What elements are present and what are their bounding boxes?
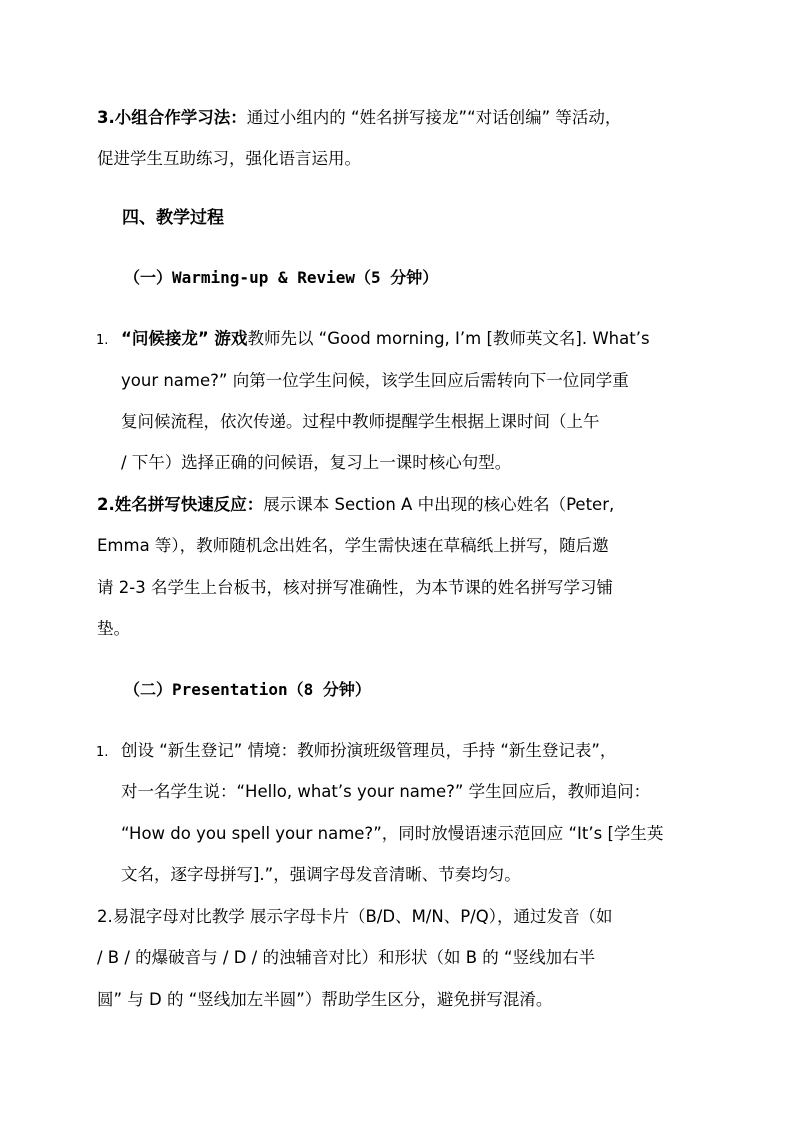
- section3-line2: 促进学生互助练习，强化语言运用。: [97, 149, 361, 168]
- section4-heading: 四、教学过程: [122, 208, 224, 228]
- part2-item1-number: 1.: [96, 745, 109, 760]
- part2-item1-line3: “How do you spell your name?”，同时放慢语速示范回应 “It’s [学生英: [121, 824, 664, 843]
- part1-item1-line4: / 下午）选择正确的问候语，复习上一课时核心句型。: [121, 453, 512, 472]
- part1-item2-line4: 垫。: [97, 619, 130, 638]
- part2-item2-line3: 圆” 与 D 的 “竖线加左半圆”）帮助学生区分，避免拼写混淆。: [97, 990, 553, 1009]
- section3-line1: [97, 107, 621, 129]
- part2-item1-line2: 对一名学生说：“Hello, what’s your name?” 学生回应后，教师追问：: [121, 782, 651, 801]
- part1-item1-label: “问候接龙” 游戏: [121, 329, 248, 348]
- part1-title: （一）Warming-up & Review（5 分钟）: [124, 268, 439, 287]
- part1-item2-line3: 请 2-3 名学生上台板书，核对拼写准确性，为本节课的姓名拼写学习铺: [97, 578, 613, 597]
- part1-item2-line1-text: 展示课本 Section A 中出现的核心姓名（Peter,: [263, 495, 615, 514]
- part1-item2-line2: Emma 等），教师随机念出姓名，学生需快速在草稿纸上拼写，随后邀: [97, 536, 609, 555]
- part1-item1-number: 1.: [96, 333, 109, 348]
- part2-title: （二）Presentation（8 分钟）: [124, 680, 371, 699]
- part2-item2-line1: 2.易混字母对比教学 展示字母卡片（B/D、M/N、P/Q），通过发音（如: [97, 907, 613, 926]
- section3-label: 3.小组合作学习法：: [97, 108, 247, 127]
- section3-line1-text: 通过小组内的 “姓名拼写接龙”“对话创编” 等活动，: [246, 108, 622, 127]
- part2-item1-line1: 创设 “新生登记” 情境：教师扮演班级管理员，手持 “新生登记表”，: [121, 741, 617, 760]
- part2-item2-line2: / B / 的爆破音与 / D / 的浊辅音对比）和形状（如 B 的 “竖线加右半: [97, 948, 596, 967]
- part2-item1-line4: 文名，逐字母拼写].”，强调字母发音清晰、节奏均匀。: [121, 865, 521, 884]
- part1-item1-line3: 复问候流程，依次传递。过程中教师提醒学生根据上课时间（上午: [121, 412, 600, 431]
- part1-item2-line1: [97, 494, 614, 516]
- part1-item1-line2: your name?” 向第一位学生问候，该学生回应后需转向下一位同学重: [121, 371, 629, 390]
- part1-item1-line1: [121, 328, 650, 350]
- part1-item1-line1-text: 教师先以 “Good morning, I’m [教师英文名]. What’s: [247, 329, 650, 348]
- part1-item2-label: 2.姓名拼写快速反应：: [97, 495, 264, 514]
